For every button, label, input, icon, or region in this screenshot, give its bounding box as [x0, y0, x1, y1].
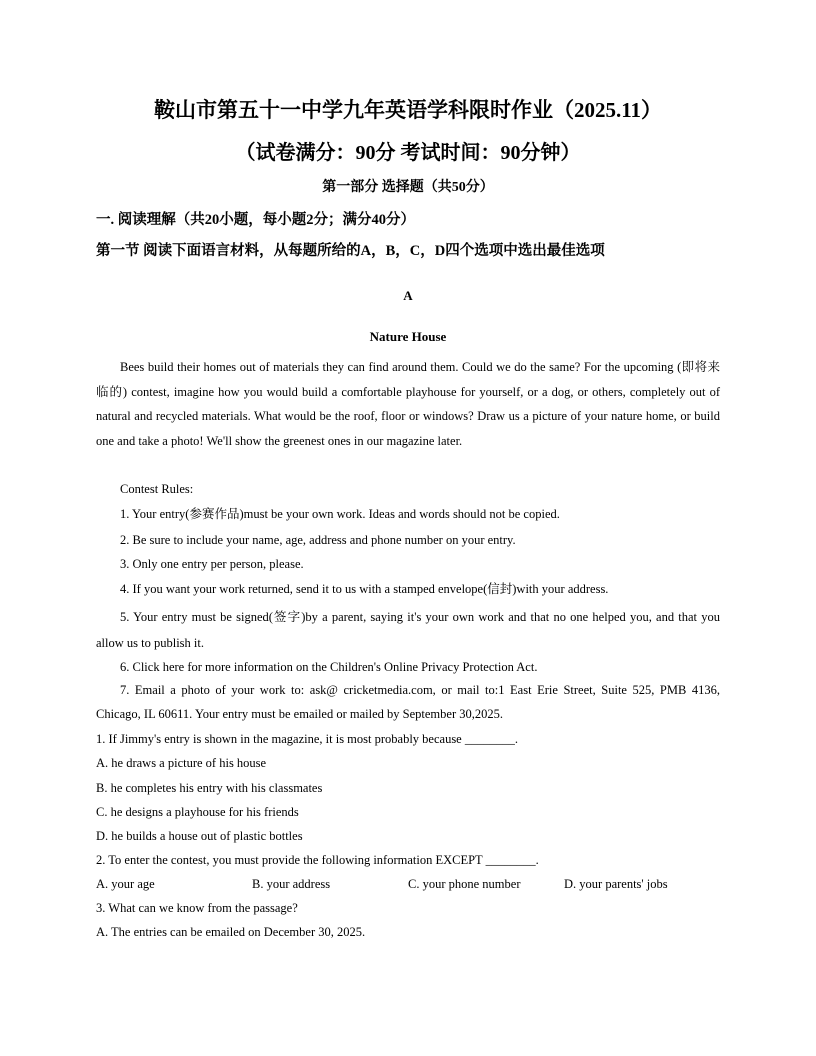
answer-option: C. he designs a playhouse for his friends — [96, 805, 299, 819]
part-heading: 第一部分 选择题（共50分） — [322, 180, 494, 195]
answer-option: B. he completes his entry with his classmates — [96, 781, 323, 795]
rule-item: 1. Your entry(参赛作品)must be your own work. Ideas and words should not be copied. — [120, 507, 560, 521]
question-stem: 2. To enter the contest, you must provide the following information EXCEPT ________. — [96, 853, 539, 867]
rule-item: 6. Click here for more information on the Children's Online Privacy Protection Act. — [120, 660, 538, 674]
rule-item: 3. Only one entry per person, please. — [120, 557, 304, 571]
exam-info: （试卷满分：90分 考试时间：90分钟） — [235, 142, 581, 164]
question-stem: 1. If Jimmy's entry is shown in the magazine, it is most probably because ________. — [96, 732, 518, 746]
answer-option: D. he builds a house out of plastic bottles — [96, 829, 303, 843]
passage-title: Nature House — [369, 329, 447, 344]
answer-option: B. your address — [252, 877, 331, 891]
rules-heading: Contest Rules: — [120, 482, 194, 496]
section-heading: 一. 阅读理解（共20小题，每小题2分；满分40分） — [96, 212, 415, 228]
question-stem: 3. What can we know from the passage? — [96, 901, 298, 915]
answer-option: D. your parents' jobs — [564, 877, 668, 891]
rule-item: 2. Be sure to include your name, age, address and phone number on your entry. — [120, 533, 516, 547]
page-title: 鞍山市第五十一中学九年英语学科限时作业（2025.11） — [153, 98, 663, 122]
passage-intro: Bees build their homes out of materials they can find around them. Could we do the same? For the upcoming (即将来临的) contest, imagine how you would build a comfortable playhouse for yourself, or a dog, or others, completely out of natural and recycled materials. What would be the roof, floor or windows? Draw us a picture of your nature home, or build one and take a photo! We'll show the greenest ones in our magazine later. — [96, 360, 720, 448]
rule-item: 4. If you want your work returned, send it to us with a stamped envelope(信封)with your address. — [120, 582, 609, 596]
answer-option: A. he draws a picture of his house — [96, 756, 267, 770]
answer-option: A. your age — [96, 877, 155, 891]
rule-item: 7. Email a photo of your work to: ask@ cricketmedia.com, or mail to:1 East Erie Street, Suite 525, PMB 4136, Chicago, IL 60611. Your entry must be emailed or mailed by September 30,2025. — [96, 683, 720, 721]
answer-option: C. your phone number — [408, 877, 521, 891]
rule-item: 5. Your entry must be signed(签字)by a parent, saying it's your own work and that no one helped you, and that you allow us to publish it. — [96, 610, 720, 650]
passage-label: A — [403, 288, 413, 303]
answer-option: A. The entries can be emailed on December 30, 2025. — [96, 925, 366, 939]
section-instruction: 第一节 阅读下面语言材料，从每题所给的A，B，C，D四个选项中选出最佳选项 — [96, 243, 605, 259]
